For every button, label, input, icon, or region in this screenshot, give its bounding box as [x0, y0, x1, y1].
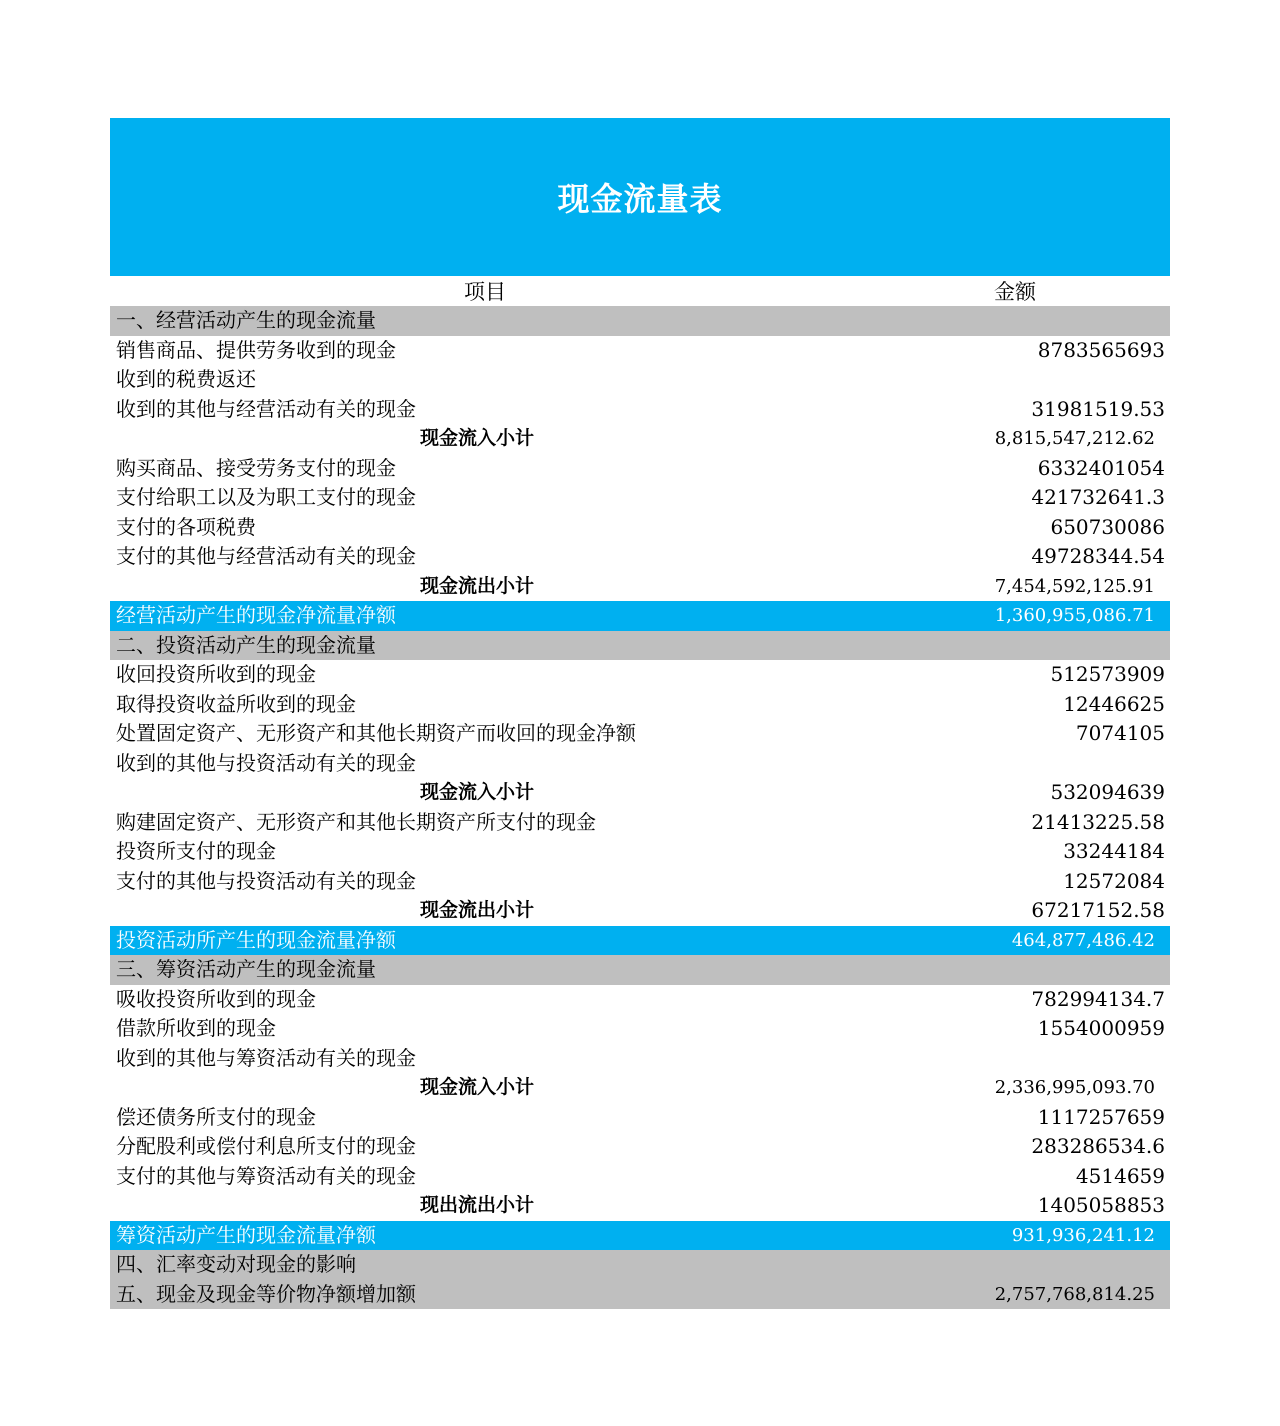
- section-row: [110, 1250, 1170, 1280]
- row-amount: 2,336,995,093.70: [994, 1077, 1155, 1098]
- row-amount: 21413225.58: [1031, 809, 1165, 834]
- row-amount: 31981519.53: [1031, 396, 1165, 421]
- title-banner: [110, 118, 1170, 276]
- table-row: [110, 1132, 1170, 1162]
- row-amount: 512573909: [1050, 662, 1165, 686]
- row-label: 三、筹资活动产生的现金流量: [116, 957, 376, 981]
- subtotal-row: [110, 572, 1170, 602]
- row-label: 收到的其他与经营活动有关的现金: [116, 396, 416, 421]
- header-item: 项目: [464, 280, 506, 304]
- subtotal-row: [110, 424, 1170, 454]
- table-row: [110, 336, 1170, 366]
- page-title: 现金流量表: [557, 180, 723, 218]
- row-amount: 1,360,955,086.71: [994, 605, 1155, 626]
- section-row: [110, 631, 1170, 661]
- row-label: 现金流入小计: [420, 781, 535, 803]
- table-row: [110, 660, 1170, 690]
- row-amount: 8,815,547,212.62: [994, 428, 1155, 449]
- net-row: [110, 601, 1170, 631]
- table-body: [110, 306, 1170, 1309]
- row-amount: 2,757,768,814.25: [994, 1283, 1155, 1305]
- row-label: 偿还债务所支付的现金: [116, 1104, 316, 1129]
- row-label: 收到的其他与筹资活动有关的现金: [116, 1045, 416, 1070]
- row-amount: 7,454,592,125.91: [994, 575, 1155, 597]
- table-row: [110, 395, 1170, 425]
- row-label: 支付给职工以及为职工支付的现金: [116, 485, 416, 509]
- row-label: 分配股利或偿付利息所支付的现金: [116, 1134, 416, 1158]
- row-amount: 1405058853: [1037, 1193, 1165, 1217]
- cash-flow-sheet: [110, 118, 1170, 1309]
- table-row: [110, 542, 1170, 572]
- row-amount: 650730086: [1050, 514, 1165, 539]
- row-amount: 67217152.58: [1031, 898, 1165, 922]
- row-amount: 12446625: [1063, 691, 1165, 716]
- row-amount: 4514659: [1075, 1163, 1165, 1188]
- row-label: 投资活动所产生的现金流量净额: [116, 927, 396, 952]
- section-row: [110, 1280, 1170, 1310]
- row-amount: 532094639: [1050, 780, 1165, 804]
- row-amount: 1554000959: [1037, 1016, 1165, 1040]
- row-amount: 464,877,486.42: [1011, 929, 1155, 951]
- subtotal-row: [110, 896, 1170, 926]
- row-label: 二、投资活动产生的现金流量: [116, 632, 376, 657]
- row-label: 现金流出小计: [420, 899, 535, 921]
- row-label: 取得投资收益所收到的现金: [116, 691, 356, 716]
- row-amount: 421732641.3: [1031, 485, 1165, 509]
- row-label: 经营活动产生的现金净流量净额: [116, 603, 396, 627]
- row-label: 收回投资所收到的现金: [116, 662, 316, 686]
- table-row: [110, 483, 1170, 513]
- table-row: [110, 690, 1170, 720]
- row-amount: 6332401054: [1037, 455, 1165, 480]
- net-row: [110, 1221, 1170, 1251]
- row-label: 现金流入小计: [420, 1076, 535, 1098]
- table-row: [110, 1044, 1170, 1074]
- table-row: [110, 749, 1170, 779]
- row-label: 四、汇率变动对现金的影响: [116, 1252, 356, 1276]
- row-amount: 33244184: [1063, 839, 1165, 863]
- row-label: 现出流出小计: [420, 1194, 535, 1216]
- row-label: 现金流出小计: [420, 574, 535, 597]
- row-label: 销售商品、提供劳务收到的现金: [116, 337, 396, 362]
- section-row: [110, 306, 1170, 336]
- table-row: [110, 1103, 1170, 1133]
- row-label: 支付的其他与投资活动有关的现金: [116, 868, 416, 893]
- row-label: 筹资活动产生的现金流量净额: [116, 1222, 376, 1247]
- row-amount: 283286534.6: [1031, 1134, 1165, 1158]
- table-row: [110, 867, 1170, 897]
- net-row: [110, 926, 1170, 956]
- table-row: [110, 719, 1170, 749]
- row-label: 吸收投资所收到的现金: [116, 986, 316, 1011]
- row-label: 五、现金及现金等价物净额增加额: [116, 1281, 416, 1306]
- table-row: [110, 837, 1170, 867]
- row-amount: 931,936,241.12: [1011, 1224, 1155, 1246]
- row-label: 收到的税费返还: [116, 367, 256, 391]
- subtotal-row: [110, 778, 1170, 808]
- row-label: 一、经营活动产生的现金流量: [116, 308, 376, 332]
- row-label: 支付的其他与筹资活动有关的现金: [116, 1163, 416, 1188]
- table-header: [110, 276, 1170, 306]
- subtotal-row: [110, 1191, 1170, 1221]
- subtotal-row: [110, 1073, 1170, 1103]
- row-label: 现金流入小计: [420, 427, 535, 449]
- row-label: 借款所收到的现金: [116, 1016, 276, 1040]
- row-amount: 7074105: [1075, 721, 1165, 745]
- table-row: [110, 365, 1170, 395]
- row-label: 支付的其他与经营活动有关的现金: [116, 544, 416, 568]
- row-label: 投资所支付的现金: [116, 839, 276, 863]
- row-amount: 1117257659: [1037, 1104, 1165, 1129]
- row-amount: 49728344.54: [1031, 544, 1165, 568]
- section-row: [110, 955, 1170, 985]
- row-amount: 782994134.7: [1031, 986, 1165, 1011]
- row-amount: 8783565693: [1037, 337, 1165, 362]
- row-label: 购买商品、接受劳务支付的现金: [116, 455, 396, 480]
- table-row: [110, 1014, 1170, 1044]
- table-row: [110, 985, 1170, 1015]
- table-row: [110, 808, 1170, 838]
- row-label: 支付的各项税费: [116, 514, 256, 539]
- table-row: [110, 1162, 1170, 1192]
- header-amount: 金额: [994, 280, 1036, 304]
- row-amount: 12572084: [1063, 868, 1165, 893]
- row-label: 购建固定资产、无形资产和其他长期资产所支付的现金: [116, 809, 596, 834]
- row-label: 处置固定资产、无形资产和其他长期资产而收回的现金净额: [116, 721, 636, 745]
- table-row: [110, 454, 1170, 484]
- row-label: 收到的其他与投资活动有关的现金: [116, 750, 416, 775]
- table-row: [110, 513, 1170, 543]
